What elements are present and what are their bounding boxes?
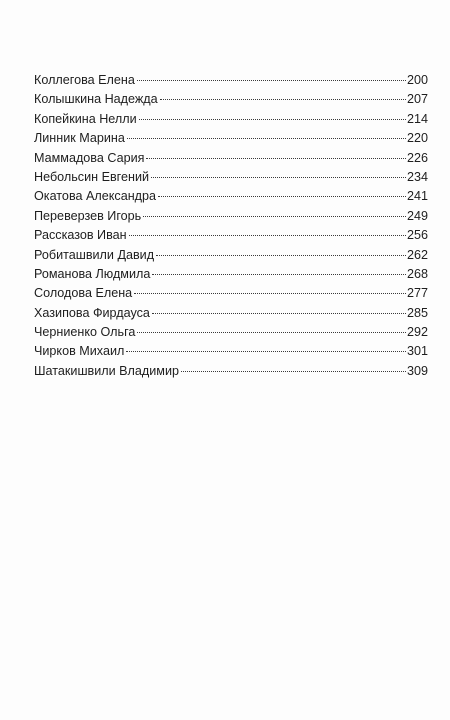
toc-entry xyxy=(34,112,428,131)
toc-entry-name: Солодова Елена xyxy=(34,286,133,301)
toc-entry-page: 214 xyxy=(406,111,428,126)
toc-entry-name: Копейкина Нелли xyxy=(34,111,137,126)
dot-leader xyxy=(126,351,406,352)
toc-entry-name: Окатова Александра xyxy=(34,189,157,204)
dot-leader xyxy=(137,80,406,81)
table-of-contents xyxy=(34,73,428,383)
toc-entry-page: 292 xyxy=(406,325,428,340)
toc-entry-page: 220 xyxy=(406,131,428,146)
toc-entry-name: Чирков Михаил xyxy=(34,344,125,359)
toc-entry-name: Романова Людмила xyxy=(34,266,151,281)
toc-entry xyxy=(34,73,428,92)
toc-entry-name: Маммадова Сария xyxy=(34,150,145,165)
toc-entry xyxy=(34,131,428,150)
toc-entry xyxy=(34,209,428,228)
toc-entry-page: 249 xyxy=(406,208,428,223)
toc-entry-page: 285 xyxy=(406,305,428,320)
toc-entry-page: 301 xyxy=(406,344,428,359)
toc-entry-page: 256 xyxy=(406,228,428,243)
dot-leader xyxy=(156,255,406,256)
toc-entry-name: Хазипова Фирдауса xyxy=(34,305,150,320)
toc-entry xyxy=(34,170,428,189)
toc-entry-name: Переверзев Игорь xyxy=(34,208,142,223)
toc-entry-name: Коллегова Елена xyxy=(34,73,135,87)
toc-entry xyxy=(34,189,428,208)
dot-leader xyxy=(146,158,406,159)
toc-entry xyxy=(34,228,428,247)
dot-leader xyxy=(137,332,406,333)
dot-leader xyxy=(158,196,406,197)
dot-leader xyxy=(181,371,406,372)
toc-entry-name: Робиташвили Давид xyxy=(34,247,155,262)
dot-leader xyxy=(129,235,406,236)
toc-entry xyxy=(34,267,428,286)
dot-leader xyxy=(127,138,406,139)
toc-entry-page: 268 xyxy=(406,266,428,281)
dot-leader xyxy=(134,293,406,294)
toc-entry-name: Черниенко Ольга xyxy=(34,325,136,340)
dot-leader xyxy=(160,99,406,100)
toc-entry xyxy=(34,325,428,344)
toc-entry-page: 241 xyxy=(406,189,428,204)
toc-entry-page: 234 xyxy=(406,169,428,184)
toc-entry-page: 262 xyxy=(406,247,428,262)
dot-leader xyxy=(152,313,406,314)
toc-entry-name: Колышкина Надежда xyxy=(34,92,158,107)
dot-leader xyxy=(152,274,406,275)
dot-leader xyxy=(151,177,406,178)
toc-entry-name: Небольсин Евгений xyxy=(34,169,150,184)
toc-entry xyxy=(34,344,428,363)
toc-entry-page: 207 xyxy=(406,92,428,107)
toc-entry-page: 200 xyxy=(406,73,428,87)
toc-entry-page: 226 xyxy=(406,150,428,165)
toc-entry xyxy=(34,248,428,267)
toc-entry-page: 277 xyxy=(406,286,428,301)
toc-entry xyxy=(34,286,428,305)
dot-leader xyxy=(139,119,406,120)
toc-entry-name: Рассказов Иван xyxy=(34,228,127,243)
toc-entry xyxy=(34,92,428,111)
dot-leader xyxy=(143,216,406,217)
toc-entry xyxy=(34,364,428,383)
toc-entry-name: Шатакишвили Владимир xyxy=(34,363,179,378)
toc-entry xyxy=(34,151,428,170)
toc-entry-page: 309 xyxy=(406,363,428,378)
toc-entry-name: Линник Марина xyxy=(34,131,125,146)
toc-entry xyxy=(34,306,428,325)
